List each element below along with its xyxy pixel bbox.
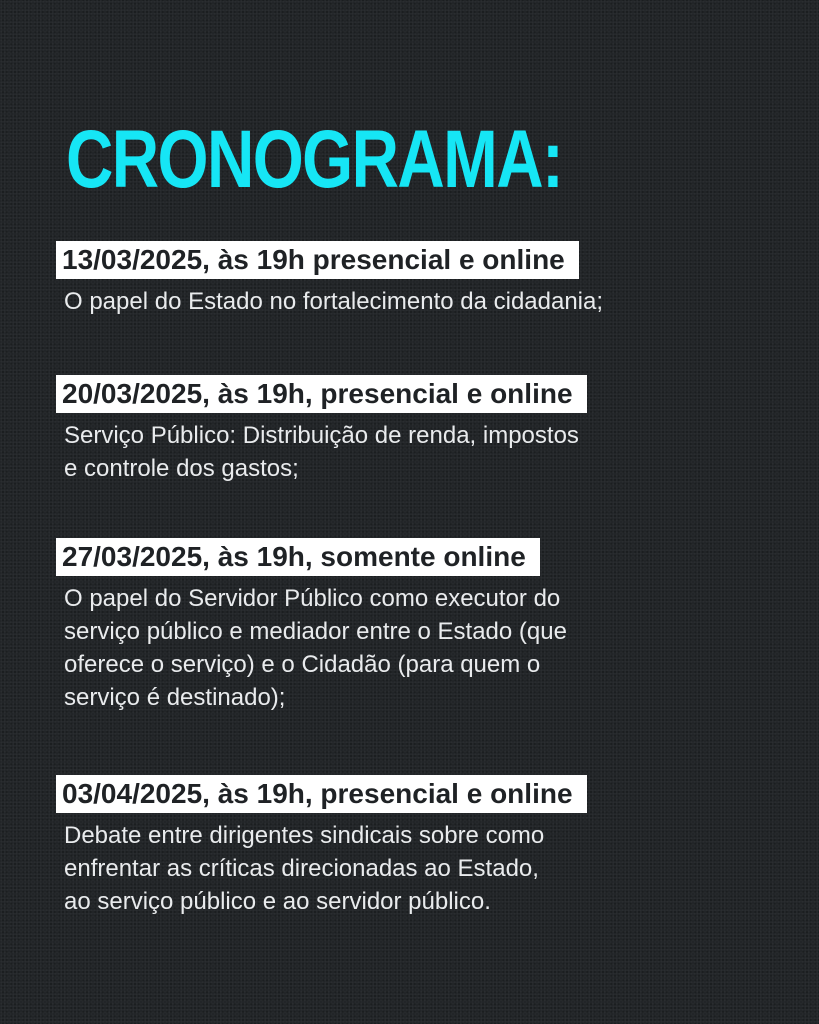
schedule-description — [64, 419, 754, 485]
description-line: ao serviço público e ao servidor público. — [64, 888, 491, 915]
page-title: CRONOGRAMA: — [66, 114, 563, 205]
schedule-item-1 — [56, 241, 776, 318]
description-line: O papel do Servidor Público como executor do — [64, 585, 561, 612]
schedule-description — [64, 285, 754, 318]
schedule-date-label: 03/04/2025, às 19h, presencial e online — [56, 775, 587, 813]
description-line: serviço é destinado); — [64, 684, 286, 711]
description-line: e controle dos gastos; — [64, 455, 299, 482]
schedule-date-label: 13/03/2025, às 19h presencial e online — [56, 241, 579, 279]
schedule-date-label: 27/03/2025, às 19h, somente online — [56, 538, 540, 576]
schedule-description — [64, 582, 754, 714]
schedule-date-label: 20/03/2025, às 19h, presencial e online — [56, 375, 587, 413]
description-line: O papel do Estado no fortalecimento da cidadania; — [64, 288, 604, 315]
description-line: Debate entre dirigentes sindicais sobre como — [64, 822, 545, 849]
description-line: enfrentar as críticas direcionadas ao Estado, — [64, 855, 539, 882]
schedule-item-4 — [56, 775, 776, 918]
description-line: oferece o serviço) e o Cidadão (para quem o — [64, 651, 541, 678]
schedule-item-2 — [56, 375, 776, 485]
schedule-item-3 — [56, 538, 776, 714]
description-line: Serviço Público: Distribuição de renda, impostos — [64, 422, 579, 449]
schedule-description — [64, 819, 754, 918]
description-line: serviço público e mediador entre o Estado (que — [64, 618, 567, 645]
